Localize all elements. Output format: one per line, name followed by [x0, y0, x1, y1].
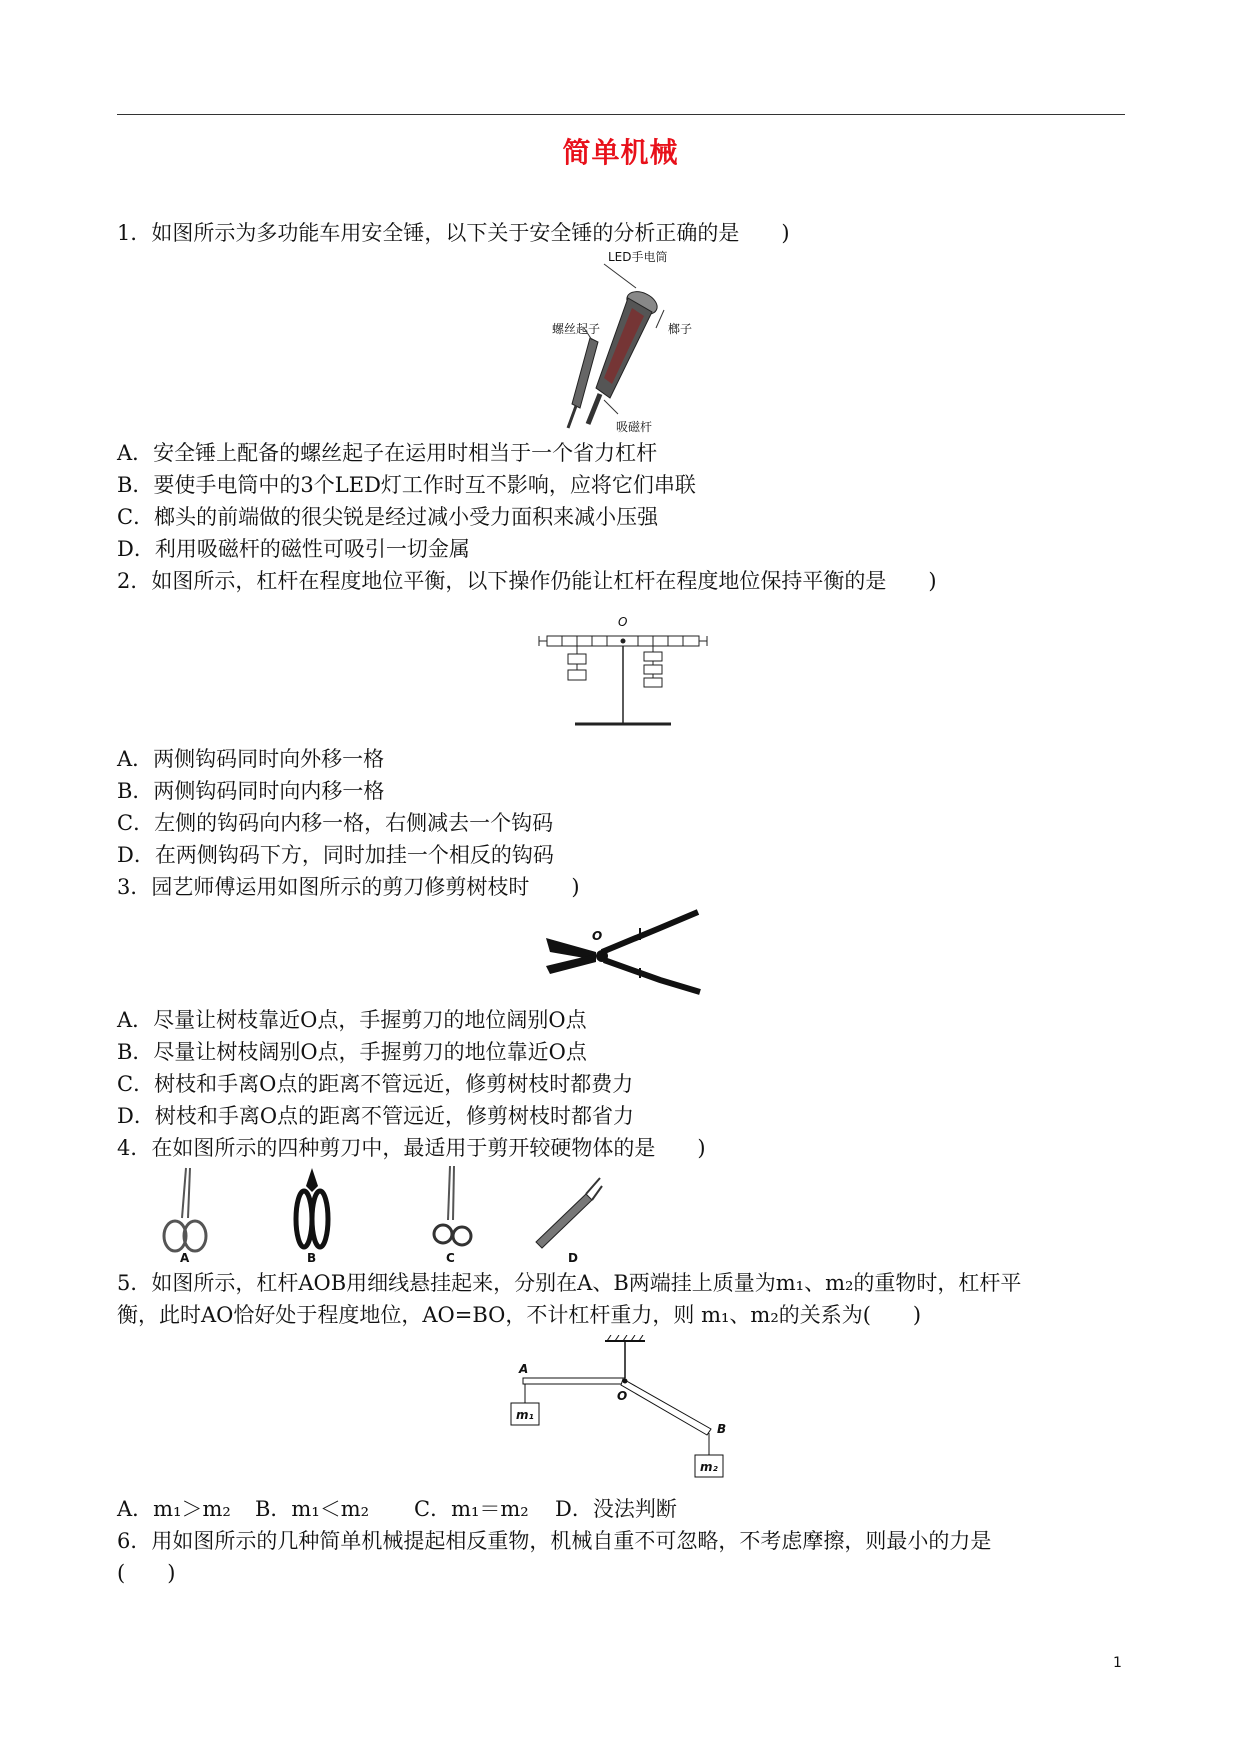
q5-stem-line2: 衡，此时AO恰好处于程度地位，AO=BO，不计杠杆重力，则 m₁、m₂的关系为( ) — [117, 1303, 922, 1327]
q6-stem-line2: ( ) — [117, 1561, 176, 1585]
q5-option-c: C．m₁＝m₂ — [414, 1497, 529, 1521]
q3-shears-figure — [540, 908, 710, 998]
q2-label-pivot: O — [618, 615, 628, 629]
q5-label-o: O — [617, 1389, 628, 1403]
q6-stem-line1: 6．用如图所示的几种简单机械提起相反重物，机械自重不可忽略，不考虑摩擦，则最小的力是 — [117, 1529, 992, 1553]
q1-safety-hammer-figure — [540, 248, 740, 438]
svg-text:B: B — [307, 1251, 317, 1264]
svg-text:D: D — [568, 1251, 578, 1264]
q3-label-pivot: O — [592, 929, 603, 943]
q4-four-scissors-figure — [150, 1164, 630, 1264]
q5-label-a: A — [519, 1362, 529, 1376]
q1-option-b: B．要使手电筒中的3个LED灯工作时互不影响，应将它们串联 — [117, 473, 696, 497]
q2-option-c: C．左侧的钩码向内移一格，右侧减去一个钩码 — [117, 811, 554, 835]
q5-option-d: D．没法判断 — [555, 1497, 677, 1521]
q3-stem: 3．园艺师傅运用如图所示的剪刀修剪树枝时 ) — [117, 875, 580, 899]
q5-label-b: B — [717, 1422, 727, 1436]
q1-option-d: D．利用吸磁杆的磁性可吸引一切金属 — [117, 537, 470, 561]
header-rule — [117, 114, 1125, 115]
q2-lever-balance-figure — [535, 614, 715, 729]
q4-scissors-c — [434, 1166, 471, 1264]
page-number: 1 — [1113, 1655, 1122, 1671]
q4-scissors-d — [536, 1178, 602, 1264]
q5-bent-lever-figure — [505, 1335, 755, 1485]
svg-text:A: A — [180, 1251, 190, 1264]
q5-option-a: A．m₁＞m₂ — [117, 1497, 231, 1521]
q1-label-screwdriver: 螺丝起子 — [552, 322, 601, 336]
q1-option-c: C．榔头的前端做的很尖锐是经过减小受力面积来减小压强 — [117, 505, 659, 529]
q2-option-a: A．两侧钩码同时向外移一格 — [117, 747, 385, 771]
q3-option-c: C．树枝和手离O点的距离不管远近，修剪树枝时都费力 — [117, 1072, 634, 1096]
q5-stem-line1: 5．如图所示，杠杆AOB用细线悬挂起来，分别在A、B两端挂上质量为m₁、m₂的重物时，杠杆平 — [117, 1271, 1022, 1295]
q5-label-m2: m₂ — [700, 1460, 718, 1474]
q3-option-a: A．尽量让树枝靠近O点，手握剪刀的地位阔别O点 — [117, 1008, 587, 1032]
q2-option-d: D．在两侧钩码下方，同时加挂一个相反的钩码 — [117, 843, 554, 867]
q1-label-led: LED手电筒 — [608, 250, 668, 264]
q4-scissors-b — [296, 1168, 328, 1264]
q4-stem: 4．在如图所示的四种剪刀中，最适用于剪开较硬物体的是 ) — [117, 1136, 706, 1160]
svg-text:C: C — [446, 1251, 455, 1264]
q1-label-hammer: 榔子 — [668, 322, 693, 336]
q1-option-a: A．安全锤上配备的螺丝起子在运用时相当于一个省力杠杆 — [117, 441, 658, 465]
page-title: 简单机械 — [562, 136, 679, 169]
q3-option-b: B．尽量让树枝阔别O点，手握剪刀的地位靠近O点 — [117, 1040, 587, 1064]
q1-stem: 1．如图所示为多功能车用安全锤，以下关于安全锤的分析正确的是 ) — [117, 221, 790, 245]
q5-option-b: B．m₁＜m₂ — [255, 1497, 370, 1521]
q1-label-magnet: 吸磁杆 — [616, 420, 653, 434]
q5-label-m1: m₁ — [516, 1408, 534, 1422]
q4-scissors-a — [164, 1168, 206, 1264]
q3-option-d: D．树枝和手离O点的距离不管远近，修剪树枝时都省力 — [117, 1104, 635, 1128]
q2-option-b: B．两侧钩码同时向内移一格 — [117, 779, 385, 803]
q2-stem: 2．如图所示，杠杆在程度地位平衡，以下操作仍能让杠杆在程度地位保持平衡的是 ) — [117, 569, 937, 593]
